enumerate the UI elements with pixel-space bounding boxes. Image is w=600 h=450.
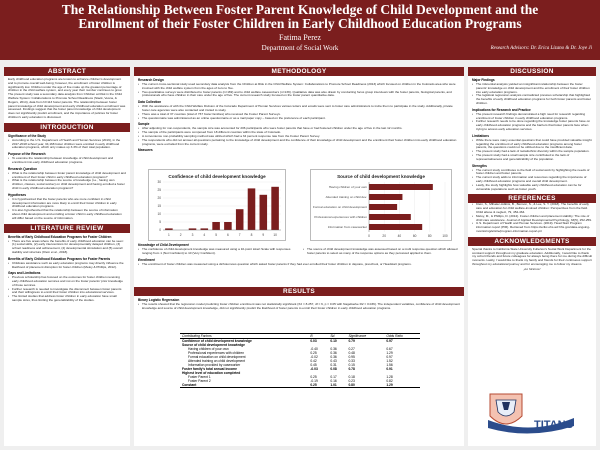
knowledge-2: • The source of child development knowledge was assessed based on a multi response question which allowed foster parents to select as many of the response options as they perceived applied to them. [307, 248, 460, 256]
gaps-text-2: • Further research is needed to investigate the disconnect between foster parents and their willingness to enroll their foster children into educational services. [12, 288, 126, 296]
results-table [180, 333, 420, 388]
table-cell: 0.97 [386, 355, 393, 359]
strengths-1: • The current study contributes to the field of social work by highlighting the needs of foster children and foster parents. [476, 169, 592, 177]
enrollment-title: Enrollment [138, 257, 155, 262]
data-collection-3: • The questionnaire was administered as an online questionnaire or as a mail paper copy – based on the preference of each participant. [142, 117, 460, 121]
measures-block [134, 241, 464, 266]
table-cell: 0.43 [330, 359, 337, 363]
x-tick-label: 80 [428, 234, 432, 238]
abstract-text: Early childhood education programs are known to enhance children's development and to promote overall well-being; however, the enrollment of foster children is significantly low. Children under the age of five make up the greatest percentage of children in the child welfare system, and every year their number continues to grow. The present study was a secondary data analysis from Children at Risk in the Child Welfare System: Collaborations to Promote School Readiness (Stack, Vesna, & Rogers, 2014), data from N=113 foster parents. The relationship between foster parent knowledge of child development and early childhood education enrollment was assessed. Findings suggest that the foster parent knowledge of child development does not significantly predict enrollment, and the importance of policies for foster children's early education is discussed. [8, 77, 126, 119]
table-cell: 1.29 [384, 383, 420, 388]
strengths-2: • The current study adds to information and resources regarding the importance of early childhood education programs and overall child development. [476, 176, 592, 184]
results-block [134, 287, 464, 311]
table-cell: 0.17 [330, 375, 337, 379]
table-header: Significance [346, 334, 384, 339]
strengths-3: • Lastly, the study highlights how valuable early childhood education can be for vulnerable populations such as foster youth. [476, 184, 592, 192]
y-tick-label: Information from caseworker [327, 225, 367, 230]
table-cell: Having children of your own [188, 347, 229, 351]
table-cell: 0.25 [308, 383, 328, 388]
gaps-text-3: • The limited studies that address foster children in early education have small sample sizes, thus limiting the generalizability of the studies. [12, 295, 126, 303]
reference-1: • Klein, S., Mihalec-Adkins, B., Benson, S., & Lee, S. Y. (2018). The benefits of early care and education for child welfare-involved children: Perspectives from the field. Child abuse & neglect, 79, 454-464. [476, 203, 592, 214]
research-advisors: Research Advisors: Dr. Erica Lizano & Dr. Joye Ji [490, 46, 592, 51]
bar [369, 224, 422, 230]
table-cell: 1.01 [328, 383, 346, 388]
research-design-1: • The current cross-sectional study used secondary data analysis from the Children at Risk in the Child Welfare System: Collaborations to Promote School Readiness (2013) which focused on children in the Colorado area who were involved with the child welfare system from the ages of zero to five. [142, 83, 460, 91]
hypothesis-2: • It is also hypothesized that the relationship between the source of information about child development and enrolling a foster child in early childhood education will differ based on the source of information. [12, 209, 126, 220]
benefits-parents-title: Benefits of Early Childhood Education Programs for Foster Parents [8, 256, 111, 261]
logistic-text: • The results showed that the regression model predicting foster children enrollment was not statistically significant (X2 = 8.257, df = 6, p = 0.05 with Nagelkerke R2 = 0.036). The independent variables, confidence of child development knowledge and source of child development knowledge, did not significantly predict the likelihood of foster parents to enroll their foster children in early childhood education programs. [142, 303, 460, 311]
titans-wordmark: TITANS [534, 419, 573, 431]
table-cell: 0.91 [386, 367, 393, 371]
x-tick-label: 8 [250, 233, 253, 237]
table-cell: 1.28 [386, 375, 393, 379]
table-cell: 0.78 [348, 367, 355, 371]
table-cell: 0.80 [346, 383, 384, 388]
table-cell: 0.27 [348, 347, 355, 351]
table-cell: 1.29 [386, 351, 393, 355]
data-collection-1: • With the assistance of with the Child Welfare Division of the Colorado Department of Human Services various letters and emails were sent to foster care administrators to invite them to participate in the study. Additionally, private foster care agencies were also contacted and invited to study. [142, 105, 460, 113]
sample-1: • After adjusting for non-respondents, the sample size was accounted for 206 participants who were foster parents that have or had fostered children under the age of five in the last 12 months. [142, 127, 460, 131]
reference-3: • U.S. Department of Health and Human Services. (2019). Head Start Program information report (PIR). Retrieved from https://eclkc.ohs.acf.hhs.gov/data-ongoing-monitoring/article/program-information-report-pir [476, 222, 592, 233]
table-cell: 0.25 [310, 351, 317, 355]
chart-title: Confidence of child development knowledge [168, 174, 266, 179]
bar [369, 184, 433, 190]
data-collection-title: Data Collection [138, 100, 162, 105]
table-cell: 0.25 [310, 375, 317, 379]
introduction-heading: INTRODUCTION [4, 123, 130, 132]
hypotheses-title: Hypotheses [8, 192, 27, 197]
table-cell: Foster Parent 1 [188, 375, 211, 379]
research-question-2: • What is the relationship between the source of knowledge (i.e., having own children, classes, social worker) on child development and having enrolled a foster child in early childhood education programs? [12, 179, 126, 190]
bar [189, 228, 197, 230]
x-tick-label: 2 [179, 233, 182, 237]
purpose-title: Purpose of the Research [8, 152, 46, 157]
title-line-1: The Relationship Between Foster Parent Knowledge of Child Development and the [61, 2, 539, 17]
table-cell: 0.95 [348, 355, 355, 359]
x-tick-label: 7 [238, 233, 241, 237]
table-cell: Constant [180, 383, 308, 388]
left-column [4, 67, 130, 446]
research-question-1: • What is the relationship between foster parent knowledge of child development and enrollment of their foster child in early childhood education programs? [12, 172, 126, 180]
x-tick-label: 60 [412, 234, 417, 238]
limitations-1: • While there were many essential questions that could have provided valuable insight regarding the enrollment of early childhood education programs among foster parents, the questions could not be utilized due to the insufficient data. [476, 139, 592, 150]
bar [201, 228, 209, 230]
right-column [468, 67, 596, 446]
poster-title [20, 3, 580, 31]
confidence-chart-svg [149, 170, 285, 240]
research-design-2: • Two quantitative surveys were distributed to foster parents (n=169) and to child welfare caseworkers (n=139). Qualitative data was also drawn by conducting focus group interviews with the foster parents, biological parents, and professionals who have children in their care under the age of five. The current research study focused on the foster parent quantitative data. [142, 91, 460, 99]
titans-logo-icon [482, 390, 578, 438]
enrollment-text: • The enrollment of foster children was measured using a dichotomous question which asked foster parents if they had ever enrolled their foster children in daycare, preschool, or Headstart programs. [142, 263, 460, 267]
knowledge-1: • The confidence of child development knowledge was measured using a 10-point Likert Scale with responses ranging from 1 (Not Confident) to 10 (Very Confident). [142, 248, 295, 256]
table-cell: 0.15 [348, 363, 355, 367]
acknowledgments-text: Special thanks to California State University Fullerton's Social Work Department for the constant support throughout my graduate education. Additionally, I would like to thank my cohort friends and future colleagues for always being there for me during the difficult moments. Lastly, I would like to thank my family and friends for their continuous support throughout my educational journey and for encouraging me to follow my dreams. [472, 246, 592, 266]
table-cell: 0.48 [348, 351, 355, 355]
department-name: Department of Social Work [261, 44, 339, 52]
knowledge-bullets [134, 248, 464, 256]
titans-logo [482, 390, 578, 438]
table-cell: Confidence of child development knowledge [182, 339, 252, 343]
limitations-title: Limitations [472, 133, 490, 138]
measures-title: Measures [138, 148, 153, 153]
table-cell: 0.42 [310, 359, 317, 363]
table-cell: Information provided by caseworker [188, 363, 241, 367]
acknowledgments-closing: ¡Lo hicimos! [523, 266, 541, 271]
table-cell: Attended training on child development [188, 359, 246, 363]
bar [212, 222, 220, 230]
y-tick-label: 5 [159, 220, 161, 225]
bar [224, 222, 232, 230]
y-tick-label: 10 [157, 212, 161, 217]
table-cell: Formal education on child development [188, 355, 246, 359]
table-cell: 0.31 [330, 363, 337, 367]
chart-title: Source of child development knowledge [337, 174, 425, 179]
table-header: Sd. [328, 334, 346, 339]
y-tick-label: 20 [157, 196, 161, 201]
x-tick-label: 1 [168, 233, 170, 237]
bar [248, 188, 256, 230]
table-cell: Foster family's total annual income [182, 367, 238, 371]
research-question-title: Research Question [8, 166, 38, 171]
y-tick-label: Attended training on child dev. [325, 195, 367, 200]
bar [236, 209, 244, 230]
table-cell: 0.18 [348, 375, 355, 379]
x-tick-label: 5 [215, 233, 217, 237]
discussion-heading: DISCUSSION [468, 67, 596, 76]
table-cell: 1.52 [386, 359, 393, 363]
abstract-heading: ABSTRACT [4, 67, 130, 76]
table-cell: -0.19 [310, 379, 318, 383]
table-body [180, 339, 420, 388]
x-tick-label: 40 [397, 234, 402, 238]
table-cell: Foster Parent 2 [188, 379, 211, 383]
bar [271, 187, 279, 230]
significance-text: • According to the U.S. Department of Health and Human Services (2019), in the 2017-2018 school year, 34,168 foster children were enrolled in early childhood education programs, which only makes up 3.3% of their total population. [12, 139, 126, 150]
table-cell: 0.45 [310, 363, 317, 367]
x-tick-label: 9 [262, 233, 265, 237]
table-cell: 0.79 [348, 339, 355, 343]
table-cell: -0.02 [310, 355, 318, 359]
significance-title: Significance of the Study [8, 133, 47, 138]
x-tick-label: 0 [368, 234, 370, 238]
table-cell: 0.97 [386, 339, 393, 343]
table-cell: 0.36 [330, 347, 337, 351]
table-cell: Professional experiences with children [188, 351, 245, 355]
implications-2: • Further research needs to be done regarding the knowledge foster parents have on early childhood education programs and the barriers that foster parents face when trying to access early education services. [476, 120, 592, 131]
table-cell: -0.40 [310, 347, 318, 351]
table-cell: Highest level of education completed [182, 371, 241, 375]
research-design-title: Research Design [138, 78, 164, 82]
findings-2: • The logistical regression analysis contradicted previous scholarship that highlighted the benefits of early childhood education programs for both foster parents and foster children. [476, 94, 592, 105]
data-collection-2: • There was a total of 37 counties (total of 767 foster families) who received the Foster Parent Surveys. [142, 113, 460, 117]
purpose-text: • To examine the relationship between knowledge of child development and enrollment into early childhood education programs. [12, 157, 126, 165]
findings-title: Major Findings [472, 78, 495, 82]
limitations-3: • The present study had a small sample size contributed to the lack of representativeness and generalizability of the population. [476, 154, 592, 162]
bar [260, 195, 268, 230]
implications-1: • The present research findings demonstrated a high need for research regarding enrollment of foster children in early childhood education programs. [476, 113, 592, 121]
bar [369, 204, 397, 210]
author-name: Fatima Perez [279, 33, 321, 42]
table-cell: Source of child development knowledge [182, 343, 246, 347]
source-chart-svg [311, 170, 451, 240]
x-tick-label: 4 [203, 233, 206, 237]
table-cell: 0.08 [330, 367, 337, 371]
reference-2: • Meloy, M., & Phillips, D. (2012). Foster children and placement stability: The role of child care assistance. Journal of Applied Developmental Psychology, 33(5), 252-259. [476, 215, 592, 223]
implications-title: Implications for Research and Practice [472, 107, 531, 112]
benefits-children-text: • There are five areas where the benefits of early childhood education can be seen: (1) social skills, (2) early interventions for developmentally delayed children, (3) school readiness and achievement, (4) developmental stimulation and (5) overall stability and structure (Klein et al., 2018). [12, 240, 126, 255]
table-row [180, 383, 420, 388]
sample-3: • A convenience non-probability sampling method was utilized which had a 34 percent response rate from the Foster Parent Survey. [142, 135, 460, 139]
bar [165, 228, 173, 230]
y-tick-label: 30 [157, 180, 161, 185]
logistic-title: Binary Logistic Regression [138, 298, 180, 302]
hypothesis-1: • It is hypothesized that the foster parents who are more confident in child development information are more likely to enroll their foster children in early childhood education programs. [12, 198, 126, 209]
limitations-2: • The present study had a lack of racial/ethnic diversity within the sample population. [476, 150, 592, 154]
x-tick-label: 3 [191, 233, 194, 237]
literature-heading: LITERATURE REVIEW [4, 224, 130, 233]
references-heading: REFERENCES [468, 194, 596, 203]
table-cell: 0.33 [348, 359, 355, 363]
table-cell: 0.82 [386, 379, 393, 383]
sample-4: • The respondents who did not answer all questions pertaining to the knowledge of child development and the confidence of their knowledge of child development and the enrollment their foster children into early childhood education programs, were excluded from the current study. [142, 139, 460, 147]
table-cell: 0.36 [330, 355, 337, 359]
benefits-parents-text: • Childcare assistance such as early education programs may directly influence the likelihood of placement disruption for foster children (Meloy & Phillips, 2012). [12, 262, 126, 270]
table-cell: 0.16 [330, 379, 337, 383]
table-cell: 0.23 [348, 379, 355, 383]
x-tick-label: 100 [442, 234, 448, 238]
table-cell: 0.03 [310, 339, 317, 343]
bar [369, 194, 402, 200]
findings-1: • The inferential analysis yielded an insignificant relationship between the foster parents' knowledge on child development and the enrollment of their foster children into early education programs. [476, 83, 592, 94]
middle-column [134, 67, 464, 446]
y-tick-label: Professional experiences with children [314, 215, 367, 220]
table-cell: 0.10 [330, 339, 337, 343]
gaps-title: Gaps and Limitations [8, 271, 41, 276]
sample-2: • The sample of the participants were composed from 18 different counties within the state of Colorado. [142, 131, 460, 135]
y-tick-label: Formal education on child development [312, 205, 367, 210]
strengths-title: Strengths [472, 163, 487, 168]
y-tick-label: 25 [157, 188, 161, 193]
source-chart [310, 169, 452, 241]
y-tick-label: 15 [157, 204, 161, 209]
table-header: Odds Ratio [384, 334, 420, 339]
acknowledgments-heading: ACKNOWLEDGMENTS [468, 237, 596, 246]
x-tick-label: 6 [227, 233, 229, 237]
gaps-text-1: • Previous scholarship has focused on the outcomes for foster children receiving early childhood education services and not on the foster parents' prior knowledge of those services. [12, 276, 126, 287]
benefits-children-title: Benefits of Early Childhood Education Programs for Foster Children [8, 234, 112, 239]
sample-title: Sample [138, 122, 150, 127]
table-cell: -0.03 [310, 367, 318, 371]
y-tick-label: Having children of your own [328, 185, 367, 190]
x-tick-label: 20 [382, 234, 386, 238]
table-header: B [308, 334, 328, 339]
table-header: Contributing Factors [180, 334, 308, 339]
poster-header [0, 0, 600, 60]
table-cell: 1.56 [386, 363, 393, 367]
bar [369, 214, 411, 220]
confidence-chart [148, 169, 286, 241]
knowledge-title: Knowledge of Child Development [138, 243, 189, 247]
results-heading: RESULTS [134, 287, 464, 296]
x-tick-label: 10 [273, 233, 277, 237]
table-cell: 0.36 [330, 351, 337, 355]
y-tick-label: 0 [159, 228, 161, 233]
methodology-heading: METHODOLOGY [134, 67, 464, 76]
title-line-2: Enrollment of their Foster Children in Early Childhood Education Programs [78, 16, 522, 31]
table-cell: 0.67 [386, 347, 393, 351]
